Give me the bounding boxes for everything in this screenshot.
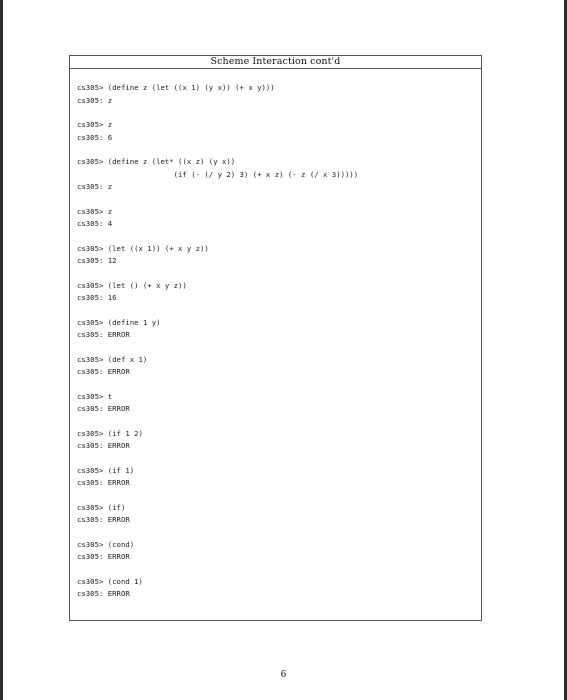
transcript-block bbox=[77, 428, 358, 453]
input-code: (if 1 2) bbox=[107, 428, 143, 438]
input-line bbox=[77, 82, 358, 95]
prompt-label: cs305> bbox=[77, 243, 104, 253]
input-line bbox=[77, 156, 358, 169]
input-line bbox=[77, 465, 358, 478]
result-prefix: cs305: bbox=[77, 552, 104, 561]
result-value: ERROR bbox=[107, 330, 130, 339]
input-line bbox=[77, 280, 358, 293]
input-line bbox=[77, 206, 358, 219]
transcript-block bbox=[77, 539, 358, 564]
output-line bbox=[77, 403, 358, 416]
result-value: z bbox=[107, 95, 113, 105]
output-line bbox=[77, 181, 358, 194]
result-prefix: cs305: bbox=[77, 95, 104, 105]
transcript-block bbox=[77, 280, 358, 305]
input-code: (let ((x 1)) (+ x y z)) bbox=[107, 243, 209, 253]
result-value: 4 bbox=[107, 219, 113, 228]
prompt-label: cs305> bbox=[77, 317, 104, 327]
output-line bbox=[77, 255, 358, 268]
result-prefix: cs305: bbox=[77, 182, 104, 191]
output-line bbox=[77, 218, 358, 231]
result-prefix: cs305: bbox=[77, 441, 104, 450]
result-prefix: cs305: bbox=[77, 404, 104, 413]
output-line bbox=[77, 292, 358, 305]
prompt-label: cs305> bbox=[77, 206, 104, 216]
input-code: (cond 1) bbox=[107, 576, 143, 586]
input-code: t bbox=[107, 391, 113, 401]
input-code: (define z (let* ((x z) (y x)) bbox=[107, 157, 236, 166]
input-code: (def x 1) bbox=[107, 354, 148, 364]
prompt-label: cs305> bbox=[77, 354, 104, 364]
result-prefix: cs305: bbox=[77, 478, 104, 487]
input-line bbox=[77, 391, 358, 404]
output-line bbox=[77, 514, 358, 527]
input-code: (if (- (/ y 2) 3) (+ x z) (- z (/ x 3))))) bbox=[103, 169, 359, 179]
input-code: (cond) bbox=[107, 539, 135, 549]
prompt-label: cs305> bbox=[77, 120, 104, 129]
result-prefix: cs305: bbox=[77, 293, 104, 302]
transcript-block bbox=[77, 317, 358, 342]
result-value: ERROR bbox=[107, 589, 130, 598]
input-line bbox=[77, 576, 358, 589]
transcript-block bbox=[77, 354, 358, 379]
result-value: 6 bbox=[107, 132, 113, 142]
input-code: (if 1) bbox=[107, 465, 135, 475]
output-line bbox=[77, 551, 358, 564]
output-line bbox=[77, 95, 358, 108]
transcript-block bbox=[77, 156, 358, 194]
page-number: 6 bbox=[280, 670, 287, 680]
input-line bbox=[77, 428, 358, 441]
input-code: (define z (let ((x 1) (y x)) (+ x y))) bbox=[107, 83, 275, 92]
result-value: 16 bbox=[107, 293, 117, 302]
prompt-label: cs305> bbox=[77, 539, 104, 549]
result-prefix: cs305: bbox=[77, 589, 104, 598]
result-prefix: cs305: bbox=[77, 256, 104, 265]
input-line bbox=[77, 317, 358, 330]
result-prefix: cs305: bbox=[77, 367, 104, 376]
prompt-label: cs305> bbox=[77, 280, 104, 290]
interaction-transcript bbox=[77, 82, 358, 613]
result-value: ERROR bbox=[107, 552, 130, 561]
output-line bbox=[77, 588, 358, 601]
result-value: ERROR bbox=[107, 478, 130, 487]
prompt-label: cs305> bbox=[77, 157, 104, 166]
result-prefix: cs305: bbox=[77, 330, 104, 339]
left-page-edge bbox=[0, 0, 3, 700]
prompt-label: cs305> bbox=[77, 502, 104, 512]
result-prefix: cs305: bbox=[77, 515, 104, 524]
output-line bbox=[77, 132, 358, 145]
result-value: ERROR bbox=[107, 367, 130, 376]
transcript-block bbox=[77, 502, 358, 527]
output-line bbox=[77, 329, 358, 342]
input-line bbox=[77, 539, 358, 552]
result-value: ERROR bbox=[107, 404, 130, 413]
result-value: ERROR bbox=[107, 515, 130, 524]
frame-title: Scheme Interaction cont'd bbox=[70, 56, 481, 69]
transcript-block bbox=[77, 576, 358, 601]
output-line bbox=[77, 477, 358, 490]
interaction-frame bbox=[69, 55, 482, 621]
output-line bbox=[77, 440, 358, 453]
prompt-label: cs305> bbox=[77, 391, 104, 401]
input-continuation-line bbox=[77, 169, 358, 182]
input-line bbox=[77, 354, 358, 367]
transcript-block bbox=[77, 206, 358, 231]
input-line bbox=[77, 119, 358, 132]
transcript-block bbox=[77, 391, 358, 416]
result-prefix: cs305: bbox=[77, 219, 104, 228]
transcript-block bbox=[77, 465, 358, 490]
output-line bbox=[77, 366, 358, 379]
input-line bbox=[77, 502, 358, 515]
prompt-label: cs305> bbox=[77, 576, 104, 586]
input-line bbox=[77, 243, 358, 256]
input-code: (define 1 y) bbox=[107, 317, 161, 327]
input-code: z bbox=[107, 206, 113, 216]
transcript-block bbox=[77, 119, 358, 144]
prompt-label: cs305> bbox=[77, 428, 104, 438]
prompt-label: cs305> bbox=[77, 465, 104, 475]
transcript-block bbox=[77, 82, 358, 107]
transcript-block bbox=[77, 243, 358, 268]
result-value: ERROR bbox=[107, 441, 130, 450]
result-value: 12 bbox=[107, 256, 117, 265]
input-code: (if) bbox=[107, 502, 126, 512]
input-code: (let () (+ x y z)) bbox=[107, 280, 187, 290]
result-value: z bbox=[107, 182, 113, 191]
input-code: z bbox=[107, 120, 113, 129]
result-prefix: cs305: bbox=[77, 132, 104, 142]
prompt-label: cs305> bbox=[77, 83, 104, 92]
